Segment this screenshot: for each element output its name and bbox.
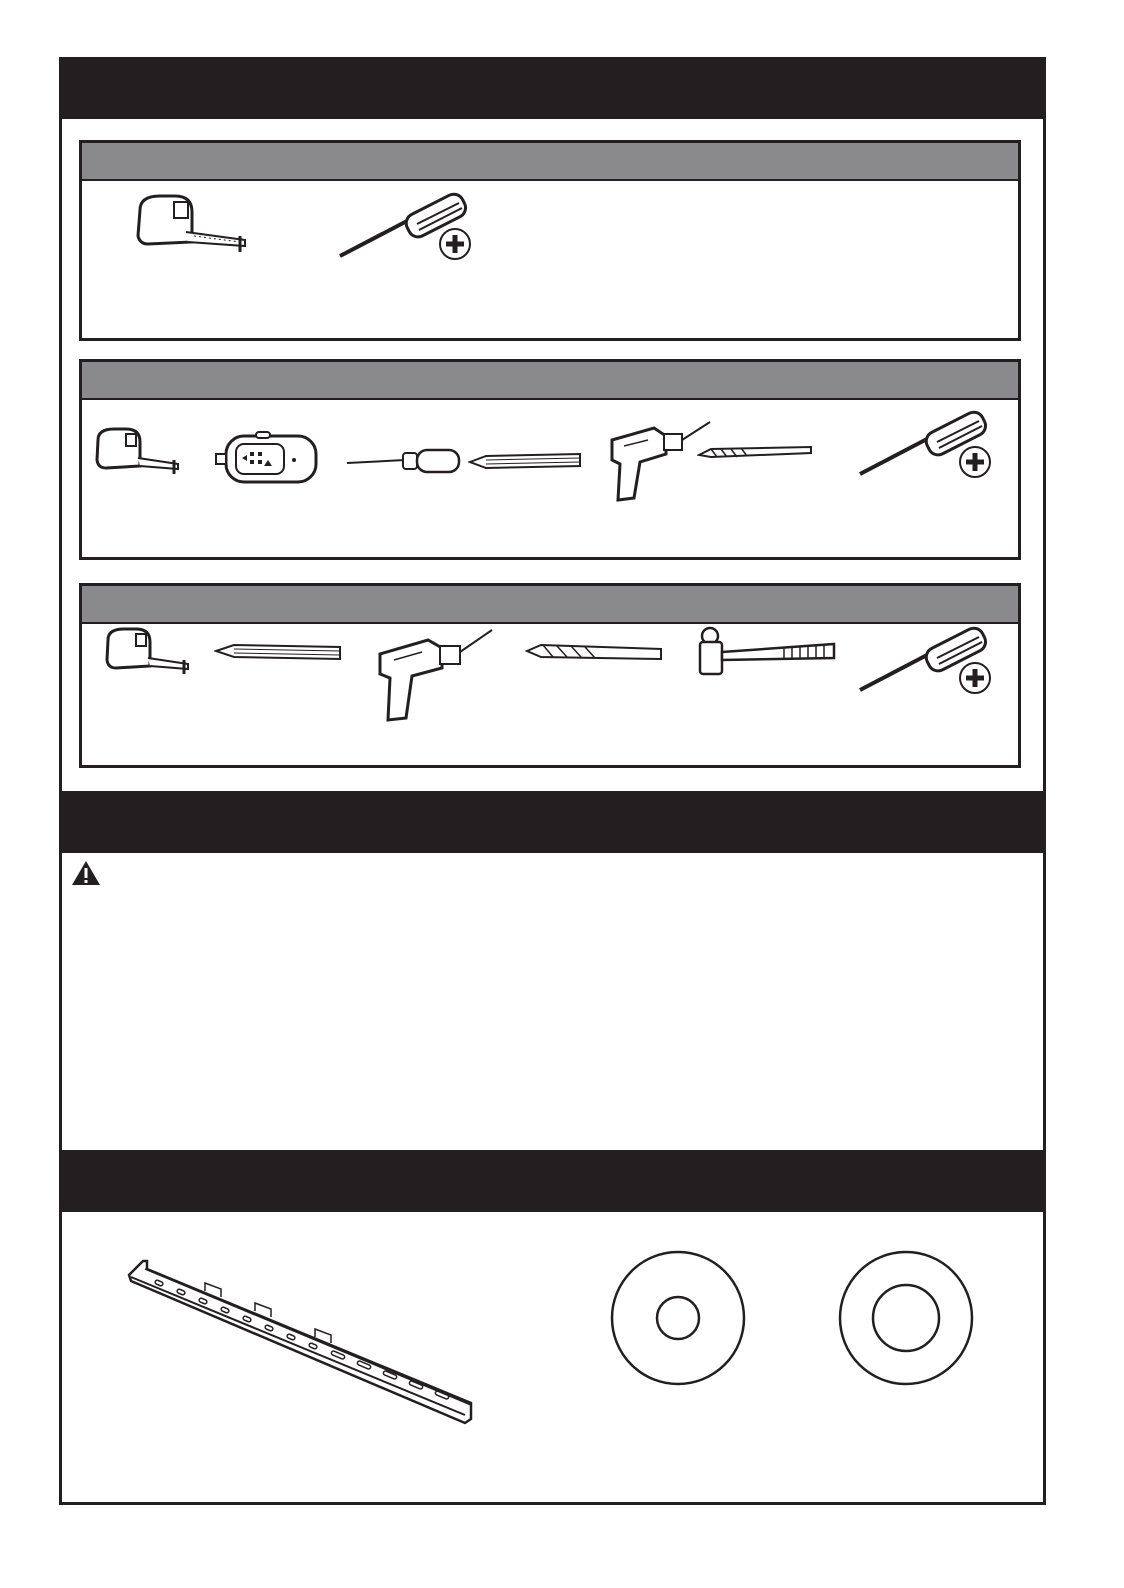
wall-rail-icon	[125, 1255, 480, 1430]
phillips-screwdriver-icon	[335, 186, 480, 266]
power-drill-icon	[372, 626, 497, 724]
stud-finder-icon	[212, 430, 322, 490]
parts-section-title	[59, 1150, 1046, 1186]
tools-section-header	[59, 57, 1046, 119]
safety-section-title	[59, 791, 1046, 827]
tool-panel-3-heading	[82, 586, 1018, 624]
hammer-icon	[694, 624, 839, 682]
drill-bit-icon	[697, 443, 815, 465]
phillips-screwdriver-icon	[855, 404, 1000, 484]
tool-panel-2-heading	[82, 362, 1018, 400]
tape-measure-icon	[104, 626, 194, 684]
warning-triangle-icon	[70, 859, 102, 887]
washer-small-hole-icon	[608, 1248, 748, 1388]
tools-section-title	[59, 57, 1046, 93]
masonry-drill-bit-icon	[525, 641, 665, 665]
tool-panel-1-heading	[82, 143, 1018, 181]
pencil-icon	[468, 450, 584, 474]
phillips-screwdriver-icon	[855, 620, 1000, 700]
pencil-icon	[214, 641, 344, 667]
tape-measure-icon	[130, 192, 260, 262]
parts-section-header	[59, 1150, 1046, 1212]
washer-large-hole-icon	[836, 1248, 976, 1388]
safety-section-header	[59, 791, 1046, 853]
awl-icon	[345, 445, 465, 475]
tape-measure-icon	[94, 426, 184, 484]
